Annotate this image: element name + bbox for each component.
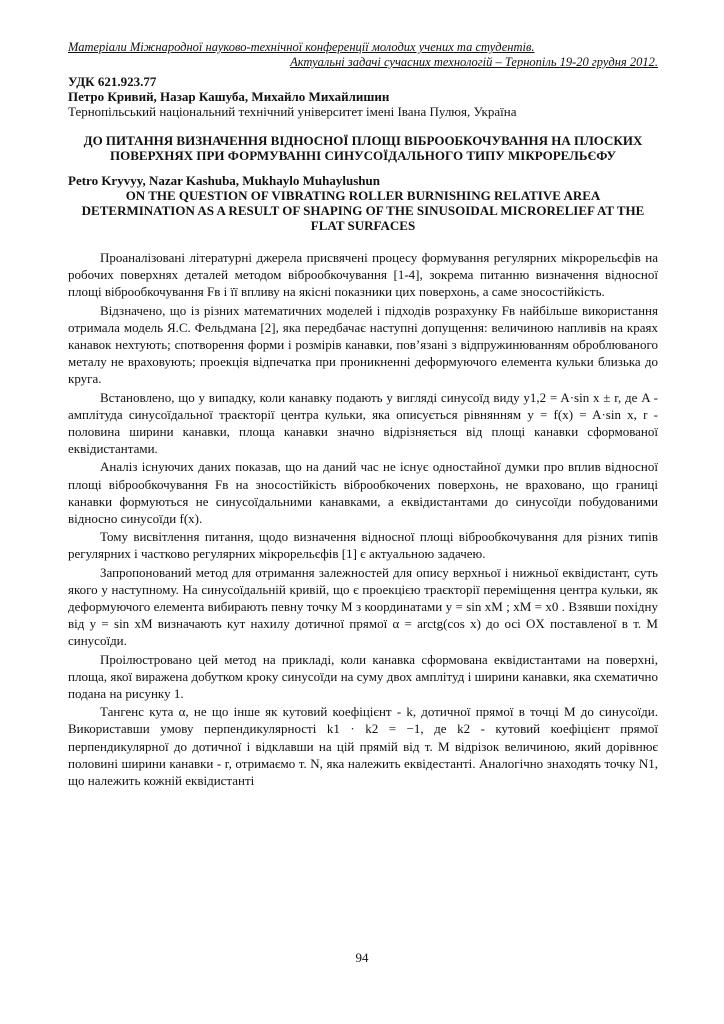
title-ukrainian: ДО ПИТАННЯ ВИЗНАЧЕННЯ ВІДНОСНОЇ ПЛОЩІ ВІБРООБКОЧУВАННЯ НА ПЛОСКИХ ПОВЕРХНЯХ ПРИ ФОРМУВАННІ СИНУСОЇДАЛЬНОГО ТИПУ МІКРОРЕЛЬЄФУ	[83, 133, 643, 163]
paragraph: Тому висвітлення питання, щодо визначення відносної площі віброобкочування для різних типів регулярних і частково регулярних мікрорельєфів [1] є актуальною задачею.	[68, 529, 658, 562]
page-number: 94	[355, 950, 369, 965]
paragraph: Аналіз існуючих даних показав, що на даний час не існує одностайної думки про вплив відносної площі віброобкочування Fв на зносостійкість віброобкочених поверхонь, не враховано, що границі канавки формуються не синусоїдальними канавками, а еквідистантами до синусоїди побудованими відносно синусоїди f(x).	[68, 459, 658, 527]
title-english: ON THE QUESTION OF VIBRATING ROLLER BURNISHING RELATIVE AREA DETERMINATION AS A RESULT OF SHAPING OF THE SINUSOIDAL MICRORELIEF AT THE FLAT SURFACES	[81, 188, 645, 233]
paragraph: Проаналізовані літературні джерела присвячені процесу формування регулярних мікрорельєфів на робочих поверхнях деталей методом віброобкочування [1-4], зокрема питанню визначення відносної площі віброобкочування Fв і її впливу на якісні показники цих поверхонь, а саме зносостійкість.	[68, 250, 658, 300]
article-body	[68, 249, 658, 789]
udk-code: УДК 621.923.77	[68, 74, 157, 89]
paragraph: Тангенс кута α, не що інше як кутовий коефіцієнт - k, дотичної прямої в точці M до синусоїди. Використавши умову перпендикулярності k1 · k2 = −1, де k2 - кутовий коефіцієнт прямої перпендикулярної до дотичної і відклавши на цій прямій від т. M відрізок величиною, який дорівнює половині ширини канавки - r, отримаємо т. N, яка належить еквідестанті. Аналогічно знаходять точку N1, що належить кожній еквідистанті	[68, 704, 658, 789]
paragraph: Відзначено, що із різних математичних моделей і підходів розрахунку Fв найбільше використання отримала модель Я.С. Фельдмана [2], яка передбачає наступні допущення: величиною напливів на краях канавок нехтують; спотворення форми і розмірів канавки, пов’язані з відпружинюванням оброблюваного металу не враховують; проекція відпечатка при проникненні деформуючого елемента кульки близька до круга.	[68, 302, 658, 387]
conference-header-line-2: Актуальні задачі сучасних технологій – Тернопіль 19-20 грудня 2012.	[290, 55, 658, 69]
authors-english: Petro Kryvyy, Nazar Kashuba, Mukhaylo Muhaylushun	[68, 173, 380, 188]
paragraph: Запропонований метод для отримання залежностей для опису верхньої і нижньої еквідистант, суть якого у наступному. На синусоїдальній кривій, що є проекцією траєкторії переміщення центра кульки, як деформуючого елемента вибирають певну точку M з координатами y = sin xM ; xM = x0 . Взявши похідну від y = sin xM визначають кут нахилу дотичної прямої α = arctg(cos x) до осі OX поставленої в т. M синусоїди.	[68, 564, 658, 649]
paper-page	[68, 40, 658, 790]
affiliation: Тернопільський національний технічний університет імені Івана Пулюя, Україна	[68, 104, 517, 119]
paragraph: Проілюстровано цей метод на прикладі, коли канавка сформована еквідистантами на поверхні, площа, якої виражена добутком кроку синусоїди на суму двох амплітуд і ширини канавки, яка схематично подана на рисунку 1.	[68, 651, 658, 702]
authors-ukrainian: Петро Кривий, Назар Кашуба, Михайло Михайлишин	[68, 89, 390, 104]
paragraph: Встановлено, що у випадку, коли канавку подають у вигляді синусоїд виду y1,2 = A·sin x ± r, де A - амплітуда синусоїдальної траєкторії центра кульки, яка описується рівнянням y = f(x) = A·sin x, r - половина ширини канавки, площа канавки значно відрізняється від площі канавки сформованої еквідистантами.	[68, 389, 658, 457]
conference-header-line-1: Матеріали Міжнародної науково-технічної конференції молодих учених та студентів.	[68, 40, 535, 54]
